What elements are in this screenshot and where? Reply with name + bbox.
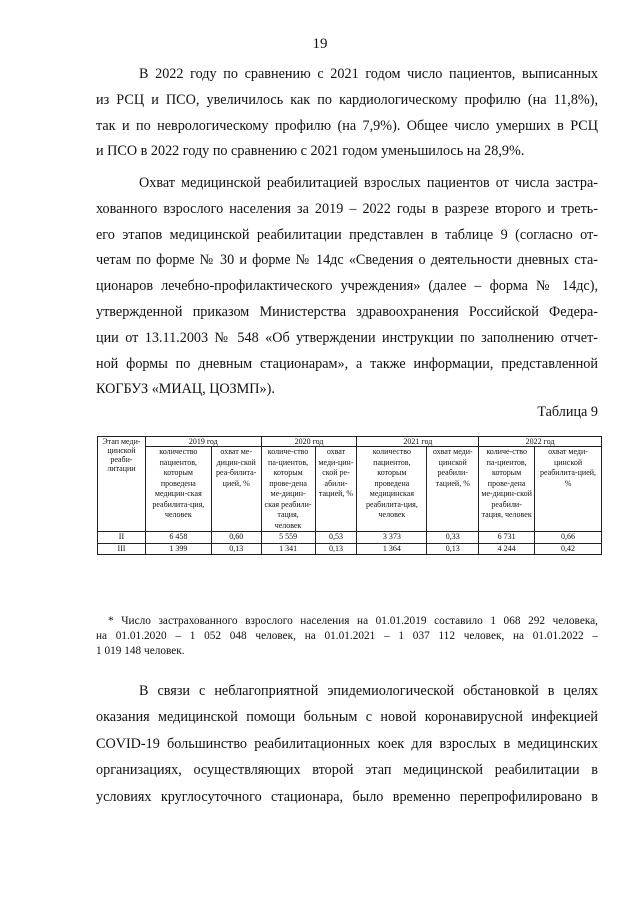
text-line: 1 019 148 человек. xyxy=(96,645,185,657)
text-line: утвержденной приказом Министерства здравоохранения Российской Федера- xyxy=(96,303,598,320)
footnote xyxy=(96,614,598,659)
text-line: так и по неврологическому профилю (на 7,9%). Общее число умерших в РСЦ xyxy=(96,117,598,134)
text-line: В 2022 году по сравнению с 2021 годом число пациентов, выписанных xyxy=(139,66,598,82)
table-cell: 0,66 xyxy=(535,532,602,544)
table-cell: 6 731 xyxy=(479,532,535,544)
text-line: организациях, осуществляющих второй этап медицинской реабилитации в xyxy=(96,762,598,779)
column-header: количе-ство па-циентов, которым прове-дена ме-дицин-ской реабили-тация, человек xyxy=(479,447,535,532)
year-header: 2019 год xyxy=(145,437,261,447)
year-header: 2021 год xyxy=(357,437,479,447)
text-line: ной формы по дневным стационарам», а также информации, представленной xyxy=(96,355,598,372)
table-cell: 0,13 xyxy=(427,543,479,555)
text-line: и ПСО в 2022 году по сравнению с 2021 годом уменьшилось на 28,9%. xyxy=(96,143,525,160)
text-line: * Число застрахованного взрослого населения на 01.01.2019 составило 1 068 292 человека, xyxy=(108,615,598,627)
year-header: 2020 год xyxy=(261,437,357,447)
text-line: хованного взрослого населения за 2019 – 2022 годы в разрезе второго и треть- xyxy=(96,200,598,217)
stage-header: Этап меди-цинской реаби-литации xyxy=(98,437,146,532)
table-cell: 0,13 xyxy=(315,543,357,555)
table-cell: 0,60 xyxy=(211,532,261,544)
column-header: охват меди-цинской реабили-тацией, % xyxy=(427,447,479,532)
table-cell: 6 458 xyxy=(145,532,211,544)
text-line: оказания медицинской помощи больным с новой коронавирусной инфекцией xyxy=(96,709,598,726)
column-header: охват меди-цинской реабилита-цией, % xyxy=(535,447,602,532)
table-cell: 1 399 xyxy=(145,543,211,555)
stage-cell: III xyxy=(98,543,146,555)
column-header: охват меди-цин-ской ре-абили-тацией, % xyxy=(315,447,357,532)
column-header: количество пациентов, которым проведена медицинская реабилита-ция, человек xyxy=(357,447,427,532)
text-line: COVID-19 большинство реабилитационных коек для взрослых в медицинских xyxy=(96,735,598,752)
rehabilitation-table xyxy=(97,436,602,555)
table-cell: 5 559 xyxy=(261,532,315,544)
text-line: из РСЦ и ПСО, увеличилось как по кардиологическому профилю (на 11,8%), xyxy=(96,91,598,108)
page-number: 19 xyxy=(312,36,328,52)
table-cell: 0,42 xyxy=(535,543,602,555)
paragraph-1 xyxy=(96,62,598,165)
table-cell: 0,53 xyxy=(315,532,357,544)
column-header: охват ме-дицин-ской реа-билита-цией, % xyxy=(211,447,261,532)
text-line: Охват медицинской реабилитацией взрослых пациентов от числа застра- xyxy=(139,175,598,191)
column-header: количество пациентов, которым проведена медицин-ская реабилита-ция, человек xyxy=(145,447,211,532)
text-line: на 01.01.2020 – 1 052 048 человек, на 01.01.2021 – 1 037 112 человек, на 01.01.2022 – xyxy=(96,630,598,642)
year-header: 2022 год xyxy=(479,437,602,447)
table-cell: 0,13 xyxy=(211,543,261,555)
text-line: условиях круглосуточного стационара, было временно перепрофилировано в xyxy=(96,788,598,805)
text-line: его этапов медицинской реабилитации представлен в таблице 9 (согласно от- xyxy=(96,226,598,243)
table-cell: 4 244 xyxy=(479,543,535,555)
table-label: Таблица 9 xyxy=(537,404,598,420)
text-line: ции от 13.11.2003 № 548 «Об утверждении инструкции по заполнению отчет- xyxy=(96,329,598,346)
stage-cell: II xyxy=(98,532,146,544)
table-row xyxy=(98,532,602,544)
table-cell: 0,33 xyxy=(427,532,479,544)
table-row xyxy=(98,543,602,555)
table-cell: 1 364 xyxy=(357,543,427,555)
paragraph-2 xyxy=(96,171,598,403)
text-line: КОГБУЗ «МИАЦ, ЦОЗМП»). xyxy=(96,381,275,398)
table-cell: 3 373 xyxy=(357,532,427,544)
text-line: ционаров лечебно-профилактического учреждения» (далее – форма № 14дс), xyxy=(96,278,598,295)
table-cell: 1 341 xyxy=(261,543,315,555)
column-header: количе-ство па-циентов, которым прове-дена ме-дицин-ская реабили-тация, человек xyxy=(261,447,315,532)
text-line: четам по форме № 30 и форме № 14дс «Сведения о деятельности дневных ста- xyxy=(96,252,598,269)
text-line: В связи с неблагоприятной эпидемиологической обстановкой в целях xyxy=(139,683,598,699)
paragraph-3 xyxy=(96,678,598,810)
